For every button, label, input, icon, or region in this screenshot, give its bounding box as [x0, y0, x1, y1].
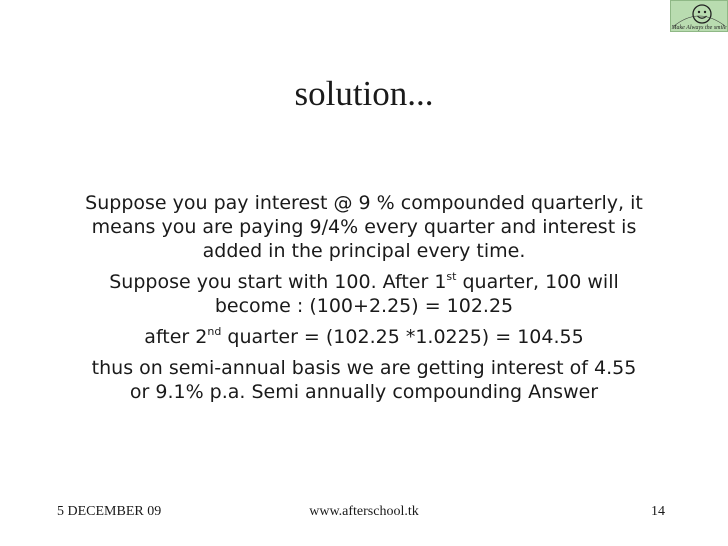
smiley-logo-icon — [671, 1, 727, 31]
paragraph-1-line-3: added in the principal every time. — [202, 240, 526, 262]
footer-page-number: 14 — [651, 504, 665, 519]
logo-caption: Make Always the smile — [671, 25, 727, 31]
paragraph-3-text-a: after 2 — [144, 326, 208, 348]
paragraph-2-line-2: become : (100+2.25) = 102.25 — [214, 295, 514, 317]
paragraph-4-line-1: thus on semi-annual basis we are getting interest of 4.55 — [91, 357, 637, 379]
paragraph-4-line-2: or 9.1% p.a. Semi annually compounding Answer — [129, 381, 599, 403]
paragraph-2-text-a: Suppose you start with 100. After 1 — [109, 271, 447, 293]
slide-title: solution... — [294, 74, 434, 113]
paragraph-3-text-b: quarter = (102.25 *1.0225) = 104.55 — [221, 326, 584, 348]
footer-website: www.afterschool.tk — [309, 504, 419, 519]
ordinal-suffix-st: st — [446, 270, 457, 283]
slide-body — [40, 191, 688, 411]
paragraph-1 — [40, 191, 688, 263]
paragraph-2 — [40, 270, 688, 318]
paragraph-3-line-1 — [40, 325, 688, 349]
logo — [670, 0, 728, 32]
paragraph-3 — [40, 325, 688, 349]
ordinal-suffix-nd: nd — [207, 325, 222, 338]
footer-date: 5 DECEMBER 09 — [57, 504, 162, 519]
paragraph-2-line-1 — [40, 270, 688, 294]
paragraph-1-line-1: Suppose you pay interest @ 9 % compounded quarterly, it — [85, 192, 643, 214]
paragraph-2-text-b: quarter, 100 will — [456, 271, 619, 293]
paragraph-4 — [40, 356, 688, 404]
paragraph-1-line-2: means you are paying 9/4% every quarter and interest is — [91, 216, 637, 238]
